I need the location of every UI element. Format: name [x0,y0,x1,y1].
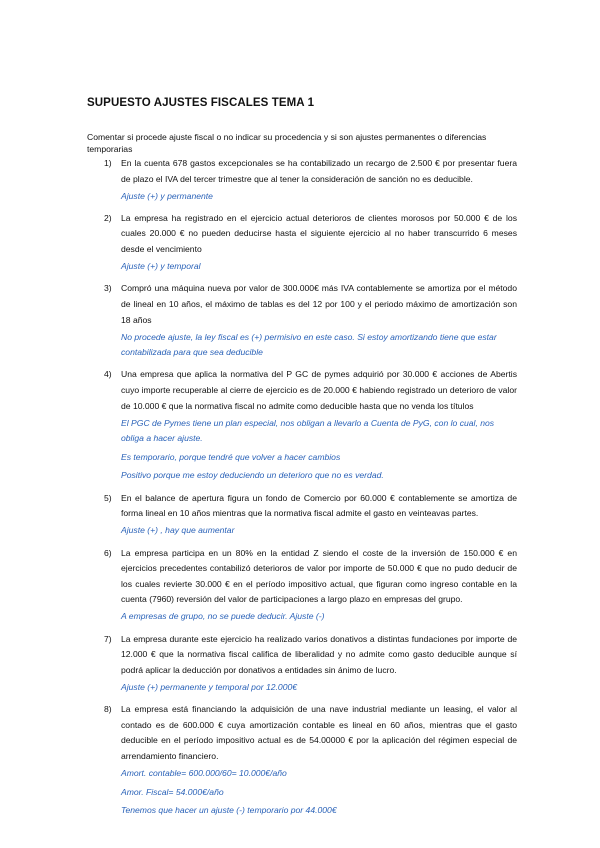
item-answer: No procede ajuste, la ley fiscal es (+) permisivo en este caso. Si estoy amortizando tiene que estar contabilizada para que sea deducible [121,331,497,358]
item-answer: Es temporario, porque tendré que volver a hacer cambios [121,451,341,462]
list-item [87,632,517,696]
item-statement: Compró una máquina nueva por valor de 300.000€ más IVA contablemente se amortiza por el método de lineal en 10 años, el máximo de tablas es del 12 por 100 y el periodo máximo de amortización son 18 años [121,283,517,325]
item-answer: Amort. contable= 600.000/60= 10.000€/año [121,767,287,778]
item-answer: Positivo porque me estoy deduciendo un deterioro que no es verdad. [121,470,384,481]
item-answer: Ajuste (+) y temporal [121,261,201,272]
list-item [87,156,517,204]
item-number: 7) [104,633,112,644]
item-number: 3) [104,283,112,294]
page-title: SUPUESTO AJUSTES FISCALES TEMA 1 [87,97,315,109]
exercise-list [87,156,517,825]
item-answer: Tenemos que hacer un ajuste (-) temporario por 44.000€ [121,805,337,816]
list-item [87,491,517,539]
item-answer: El PGC de Pymes tiene un plan especial, nos obligan a llevarlo a Cuenta de PyG, con lo cual, nos obliga a hacer ajuste. [121,417,495,444]
item-number: 5) [104,492,112,503]
item-number: 4) [104,369,112,380]
item-answer: A empresas de grupo, no se puede deducir. Ajuste (-) [121,611,325,622]
list-item [87,702,517,819]
list-item [87,211,517,275]
list-item [87,281,517,360]
item-answer: Ajuste (+) permanente y temporal por 12.000€ [121,681,298,692]
item-answer: Ajuste (+) , hay que aumentar [121,525,235,536]
item-answer: Ajuste (+) y permanente [121,190,213,201]
intro-paragraph: Comentar si procede ajuste fiscal o no indicar su procedencia y si son ajustes permanentes o diferencias temporarias [87,132,487,155]
item-statement: La empresa durante este ejercicio ha realizado varios donativos a distintas fundaciones por importe de 12.000 € que la normativa fiscal califica de liberalidad y no admite como gasto deducible aunque sí podrá aplicar la deducción por donativos a entidades sin ánimo de lucro. [121,633,517,675]
item-statement: En el balance de apertura figura un fondo de Comercio por 60.000 € contablemente se amortiza de forma lineal en 10 años mientras que la normativa fiscal admite el gasto en veinteavas partes. [121,492,517,519]
item-statement: Una empresa que aplica la normativa del P GC de pymes adquirió por 30.000 € acciones de Abertis cuyo importe recuperable al cierre de ejercicio es de 20.000 € habiendo registrado un deterioro de valor de 10.000 € que la normativa fiscal no admite como deducible hasta que no venda los títulos [121,369,517,411]
list-item [87,546,517,625]
item-number: 8) [104,704,112,715]
item-statement: La empresa participa en un 80% en la entidad Z siendo el coste de la inversión de 150.000 € en ejercicios precedentes contabilizó deterioros de valor por importe de 50.000 € que no pudo deducir de los cuales revierte 30.000 € en el período impositivo actual, que figuran como ingreso contable en la cuenta (7960) reversión del valor de participaciones a largo plazo en empresas del grupo. [121,547,517,605]
item-number: 6) [104,547,112,558]
list-item [87,367,517,484]
item-number: 1) [104,158,112,168]
item-statement: La empresa ha registrado en el ejercicio actual deterioros de clientes morosos por 50.000 € de los cuales 20.000 € no pueden deducirse hasta el siguiente ejercicio al no haber transcurrido 6 meses desde el vencimiento [121,212,517,255]
item-statement: La empresa está financiando la adquisición de una nave industrial mediante un leasing, el valor al contado es de 600.000 € cuya amortización contable es lineal en 60 años, mientras que el gasto deducible en el período impositivo actual es de 54.00000 € por la aplicación del régimen especial de arrendamiento financiero. [121,704,517,761]
item-answer: Amor. Fiscal= 54.000€/año [121,786,224,797]
item-number: 2) [104,212,112,223]
item-statement: En la cuenta 678 gastos excepcionales se ha contabilizado un recargo de 2.500 € por presentar fuera de plazo el IVA del tercer trimestre que al tener la consideración de sanción no es deducible. [121,158,517,184]
